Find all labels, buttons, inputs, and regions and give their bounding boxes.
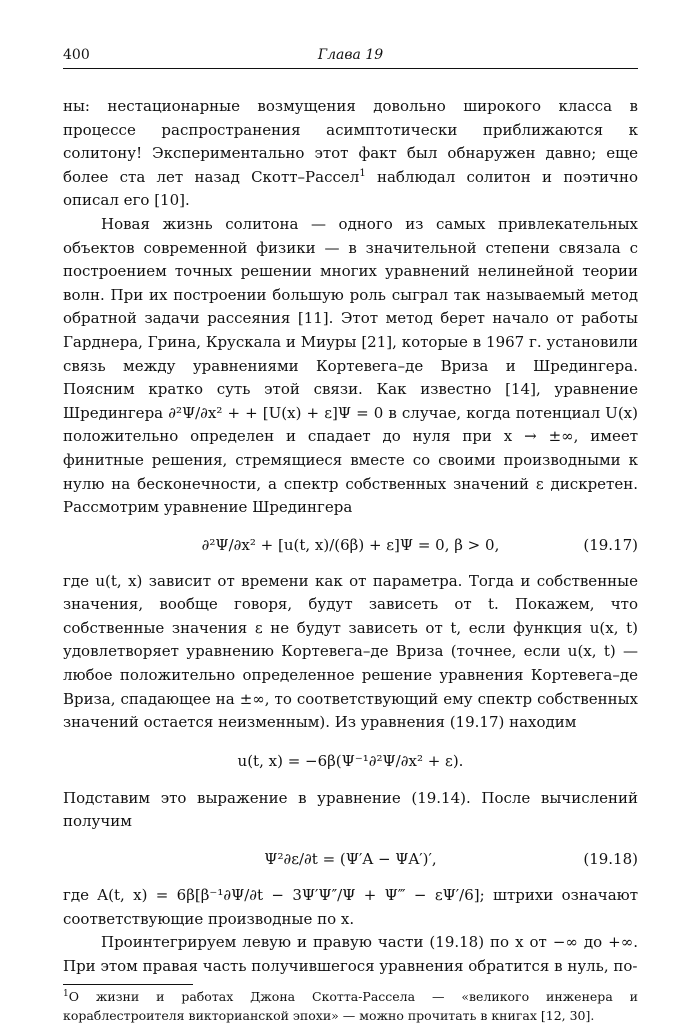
equation-19-17 [63,520,638,570]
book-page [63,46,638,1025]
running-header [63,46,638,69]
footnote-text: О жизни и работах Джона Скотта-Рассела — «великого инженера и кораблестроителя викторианской эпохи» — можно прочитать в книгах [12, 30]. [63,989,638,1024]
page-body [63,95,638,1025]
chapter-title: Глава 19 [317,47,384,63]
equation-expression: u(t, x) = −6β(Ψ⁻¹∂²Ψ/∂x² + ε). [237,751,464,770]
paragraph [63,95,638,213]
paragraph-text: наблюдал солитон и поэтично описал его [10]. [63,167,638,210]
footnote-marker: 1 [63,989,69,1000]
paragraph: Проинтегрируем левую и правую части (19.18) по x от −∞ до +∞. При этом правая часть получившегося уравнения обратится в нуль, по- [63,933,638,975]
paragraph: где A(t, x) = 6β[β⁻¹∂Ψ/∂t − 3Ψ′Ψ″/Ψ + Ψ‴ − εΨ′/6]; штрихи означают соответствующие производные по x. [63,886,638,928]
equation-number: (19.18) [583,850,638,869]
equation-19-18 [63,834,638,884]
paragraph: Подставим это выражение в уравнение (19.14). После вычислений получим [63,788,638,831]
equation-number: (19.17) [583,535,638,554]
footnote [63,987,638,1025]
equation-expression: Ψ²∂ε/∂t = (Ψ′A − ΨA′)′, [264,850,437,869]
equation-unnumbered [63,735,638,787]
equation-expression: ∂²Ψ/∂x² + [u(t, x)/(6β) + ε]Ψ = 0, β > 0, [201,535,500,554]
paragraph: где u(t, x) зависит от времени как от параметра. Тогда и собственные значения, вообще говоря, будут зависеть от t. Покажем, что собственные значения ε не будут зависеть от t, если функция u(x, t) удовлетворяет уравнению Кортевега–де Вриза (точнее, если u(x, t) — любое положительно определенное решение уравнения Кортевега–де Вриза, спадающее на ±∞, то соответствующий ему спектр собственных значений остается неизменным). Из уравнения (19.17) находим [63,571,638,732]
footnote-reference: 1 [359,167,366,179]
paragraph-text: ны: нестационарные возмущения довольно широкого класса в процессе распространения асимптотически приближаются к солитону! Экспериментально этот факт был обнаружен давно; еще более ста лет назад Скотт–Рассел [63,97,638,186]
paragraph: Новая жизнь солитона — одного из самых привлекательных объектов современной физики — в значительной степени связала с построением точных решении многих уравнений нелинейной теории волн. При их построении большую роль сыграл так называемый метод обратной задачи рассеяния [11]. Этот метод берет начало от работы Гарднера, Грина, Крускала и Миуры [21], которые в 1967 г. установили связь между уравнениями Кортевега–де Вриза и Шредингера. Поясним кратко суть этой связи. Как известно [14], уравнение Шредингера ∂²Ψ/∂x² + + [U(x) + ε]Ψ = 0 в случае, когда потенциал U(x) положительно определен и спадает до нуля при x → ±∞, имеет финитные решения, стремящиеся вместе со своими производными к нулю на бесконечности, а спектр собственных значений ε дискретен. Рассмотрим уравнение Шредингера [63,214,638,517]
footnote-divider [63,984,193,985]
page-number: 400 [63,47,90,63]
